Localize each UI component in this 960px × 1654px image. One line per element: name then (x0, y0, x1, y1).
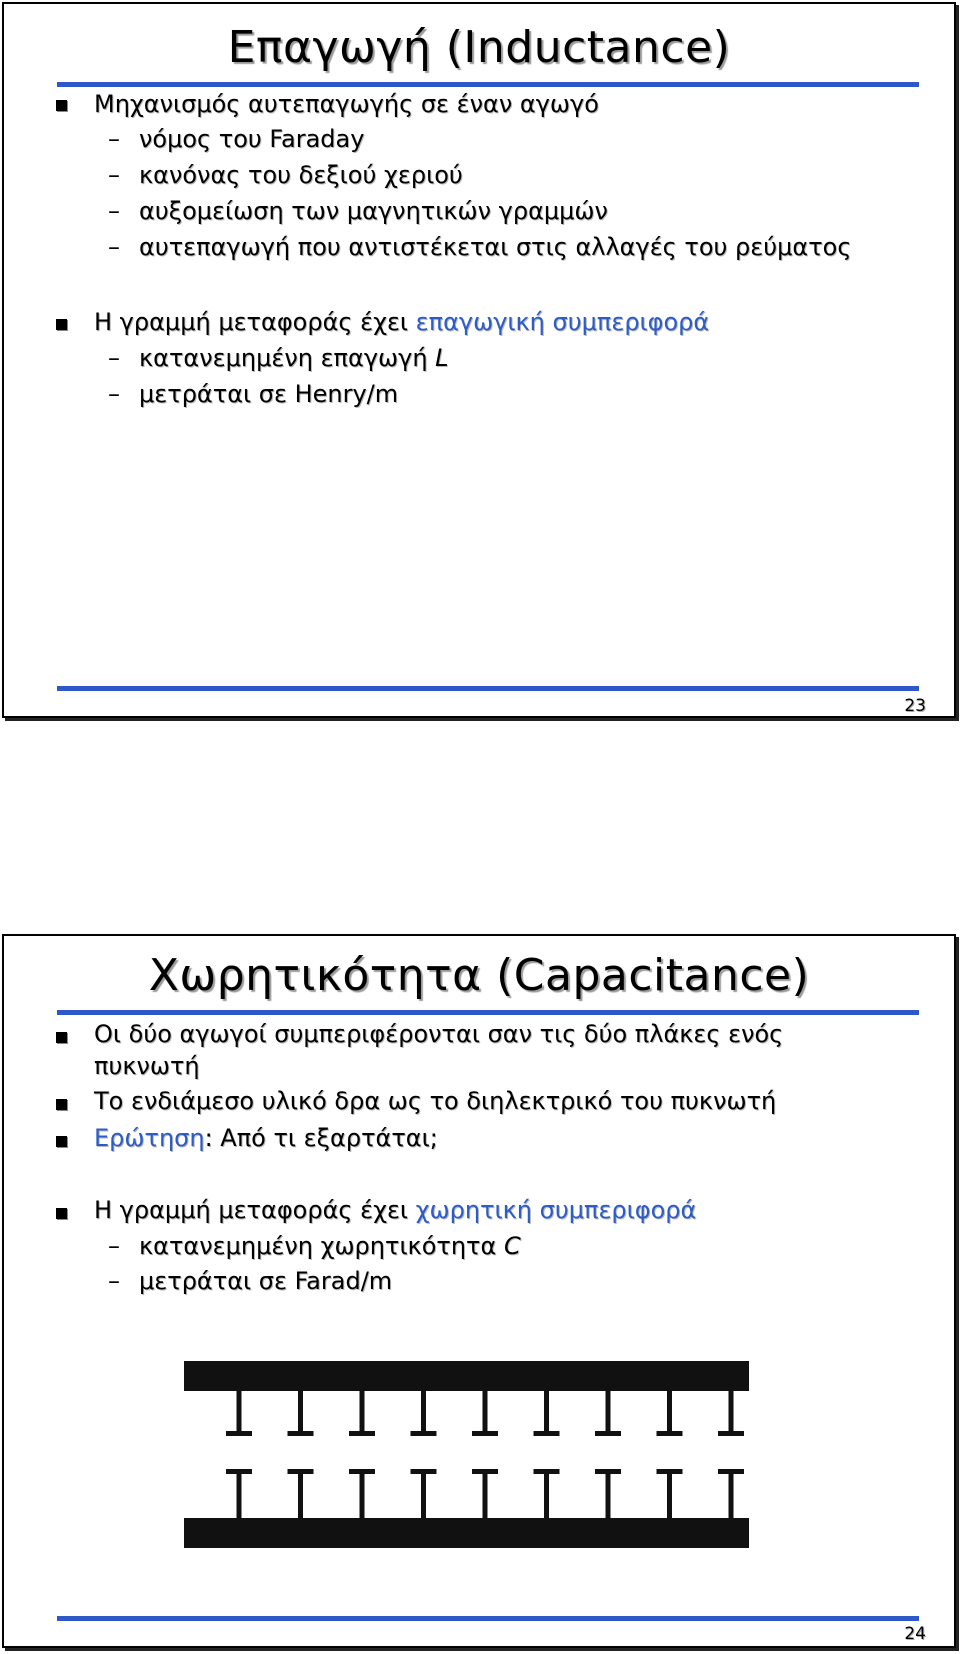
bullet-text (94, 1196, 696, 1224)
highlight-text: χωρητική συμπεριφορά (415, 1196, 697, 1224)
bullet-square-icon (56, 1099, 67, 1110)
capacitor-icon (718, 1391, 744, 1518)
dash-icon: – (108, 1267, 120, 1295)
slide-title: Χωρητικότητα (Capacitance) (148, 950, 810, 1001)
slide-title: Επαγωγή (Inductance) (227, 22, 731, 73)
sub-bullet-text: μετράται σε Farad/m (139, 1267, 393, 1295)
capacitor-group (226, 1391, 744, 1518)
sub-bullet-text: αυτεπαγωγή που αντιστέκεται στις αλλαγές του ρεύματος (139, 233, 852, 261)
bullet-text (94, 1124, 438, 1152)
footer-line (57, 1616, 919, 1621)
bottom-conductor (184, 1518, 749, 1548)
dash-icon: – (108, 1232, 120, 1260)
distributed-capacitors-figure (174, 1356, 774, 1556)
dash-icon: – (108, 380, 120, 408)
dash-icon: – (108, 344, 120, 372)
dash-icon: – (108, 161, 120, 189)
sub-bullet-text (139, 344, 449, 372)
capacitor-icon (534, 1391, 560, 1518)
capacitor-icon (472, 1391, 498, 1518)
title-underline (57, 1010, 919, 1015)
dash-icon: – (108, 233, 120, 261)
capacitor-icon (595, 1391, 621, 1518)
symbol-l: L (435, 344, 449, 372)
page-number: 23 (904, 696, 926, 716)
bullet-text (94, 308, 709, 336)
sub-bullet-text: αυξομείωση των μαγνητικών γραμμών (139, 197, 608, 225)
capacitor-icon (226, 1391, 252, 1518)
highlight-text: Ερώτηση (94, 1124, 205, 1152)
bullet-square-icon (56, 319, 67, 330)
bullet-text-continuation: πυκνωτή (94, 1052, 200, 1080)
sub-bullet-plain: κατανεμημένη επαγωγή (139, 344, 436, 372)
bullet-text-plain: Η γραμμή μεταφοράς έχει (94, 308, 416, 336)
capacitor-icon (349, 1391, 375, 1518)
sub-bullet-text: μετράται σε Henry/m (139, 380, 399, 408)
capacitor-icon (657, 1391, 683, 1518)
footer-line (57, 686, 919, 691)
sub-bullet-text (139, 1232, 521, 1260)
sub-bullet-plain: κατανεμημένη χωρητικότητα (139, 1232, 504, 1260)
highlight-text: επαγωγική συμπεριφορά (415, 308, 710, 336)
bullet-square-icon (56, 1136, 67, 1147)
bullet-text: Το ενδιάμεσο υλικό δρα ως το διηλεκτρικό του πυκνωτή (94, 1087, 777, 1115)
bullet-square-icon (56, 100, 67, 111)
dash-icon: – (108, 125, 120, 153)
slide-capacitance (2, 934, 956, 1648)
symbol-c: C (503, 1232, 521, 1260)
capacitor-icon (288, 1391, 314, 1518)
bullet-square-icon (56, 1208, 67, 1219)
dash-icon: – (108, 197, 120, 225)
bullet-text-plain: : Από τι εξαρτάται; (204, 1124, 438, 1152)
bullet-text: Μηχανισμός αυτεπαγωγής σε έναν αγωγό (94, 90, 599, 118)
capacitor-icon (411, 1391, 437, 1518)
slide-inductance (2, 2, 956, 718)
bullet-text-plain: Η γραμμή μεταφοράς έχει (94, 1196, 416, 1224)
bullet-text: Οι δύο αγωγοί συμπεριφέρονται σαν τις δύο πλάκες ενός (94, 1020, 784, 1048)
page-number: 24 (904, 1624, 926, 1644)
title-underline (57, 82, 919, 87)
top-conductor (184, 1361, 749, 1391)
sub-bullet-text: νόμος του Faraday (139, 125, 365, 153)
bullet-square-icon (56, 1032, 67, 1043)
sub-bullet-text: κανόνας του δεξιού χεριού (139, 161, 463, 189)
